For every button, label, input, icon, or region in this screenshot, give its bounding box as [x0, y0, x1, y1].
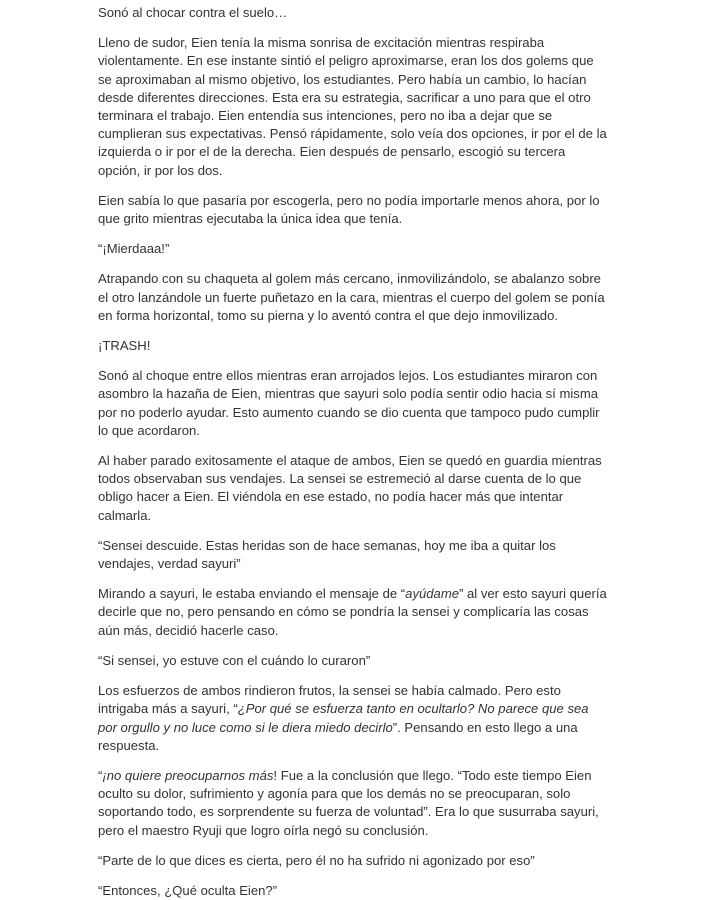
text-run: Los esfuerzos de ambos rindieron frutos, la sensei se había calmado. Pero esto intrigaba más a sayuri, “	[98, 683, 561, 717]
paragraph	[98, 767, 608, 840]
text-run: “Sensei descuide. Estas heridas son de hace semanas, hoy me iba a quitar los vendajes, verdad sayuri”	[98, 537, 556, 572]
paragraph	[98, 585, 608, 640]
text-run: “Si sensei, yo estuve con el cuándo lo curaron”	[98, 652, 371, 668]
text-run: Lleno de sudor, Eien tenía la misma sonrisa de excitación mientras respiraba violentamente. En ese instante sintió el peligro aproximarse, eran los dos golems que se aproximaban al mismo objetivo, los estudiantes. Pero había un cambio, lo hacían desde diferentes direcciones. Esta era su estrategia, sacrificar a uno para que el otro terminara el trabajo. Eien entendía sus intenciones, pero no iba a dejar que se cumplieran sus expectativas. Pensó rápidamente, solo veía dos opciones, ir por el de la izquierda o ir por el de la derecha. Eien después de pensarlo, escogió su tercera opción, ir por los dos.	[98, 35, 607, 178]
paragraph	[98, 682, 608, 755]
paragraph	[98, 270, 608, 325]
paragraph	[98, 882, 608, 900]
paragraph	[98, 852, 608, 870]
paragraph	[98, 240, 608, 258]
text-run: “	[98, 767, 103, 783]
italic-run: ayúdame	[405, 586, 460, 602]
paragraph	[98, 652, 608, 670]
document-page	[98, 0, 608, 900]
paragraph	[98, 337, 608, 355]
paragraph	[98, 452, 608, 525]
text-run: Atrapando con su chaqueta al golem más cercano, inmovilizándolo, se abalanzo sobre el otro lanzándole un fuerte puñetazo en la cara, mientras el cuerpo del golem se ponía en forma horizontal, tomo su pierna y lo aventó contra el que dejo inmovilizado.	[98, 271, 605, 323]
paragraph	[98, 537, 608, 573]
italic-run: ¡no quiere preocuparnos más	[102, 767, 274, 783]
text-run: “¡Mierdaaa!”	[98, 241, 170, 257]
text-run: “Parte de lo que dices es cierta, pero él no ha sufrido ni agonizado por eso”	[98, 852, 535, 868]
text-run: Sonó al chocar contra el suelo…	[98, 5, 288, 20]
text-run: Eien sabía lo que pasaría por escogerla, pero no podía importarle menos ahora, por lo que grito mientras ejecutaba la única idea que tenía.	[98, 192, 600, 227]
paragraph	[98, 4, 608, 22]
text-run: “Entonces, ¿Qué oculta Eien?”	[98, 882, 278, 898]
text-run: ! Fue a la conclusión que llego. “Todo este tiempo Eien oculto su dolor, sufrimiento y agonía para que los demás no se preocuparan, solo soportando todo, es sorprendente su fuerza de voluntad”. Era lo que susurraba sayuri, pero el maestro Ryuji que logro oírla negó su conclusión.	[98, 767, 599, 838]
text-run: Mirando a sayuri, le estaba enviando el mensaje de “	[98, 586, 406, 602]
text-run: Al haber parado exitosamente el ataque de ambos, Eien se quedó en guardia mientras todos observaban sus vendajes. La sensei se estremeció al darse cuenta de lo que obligo hacer a Eien. El viéndola en ese estado, no podía hacer más que intentar calmarla.	[98, 453, 602, 523]
paragraph	[98, 34, 608, 180]
text-run: ¡TRASH!	[98, 338, 151, 354]
text-run: Sonó al choque entre ellos mientras eran arrojados lejos. Los estudiantes miraron con asombro la hazaña de Eien, mientras que sayuri solo podía sentir odio hacia sí misma por no poderlo ayudar. Esto aumento cuando se dio cuenta que tampoco pudo cumplir lo que acordaron.	[98, 368, 600, 438]
italic-run: ¿Por qué se esfuerza tanto en ocultarlo? No parece que sea por orgullo y no luce como si le diera miedo decirlo	[98, 701, 589, 735]
text-run: ” al ver esto sayuri quería decirle que no, pero pensando en cómo se pondría la sensei y complicaría las cosas aún más, decidió hacerle caso.	[98, 586, 607, 638]
paragraph	[98, 192, 608, 228]
paragraph	[98, 367, 608, 440]
text-run: ”. Pensando en esto llego a una respuesta.	[98, 719, 578, 753]
